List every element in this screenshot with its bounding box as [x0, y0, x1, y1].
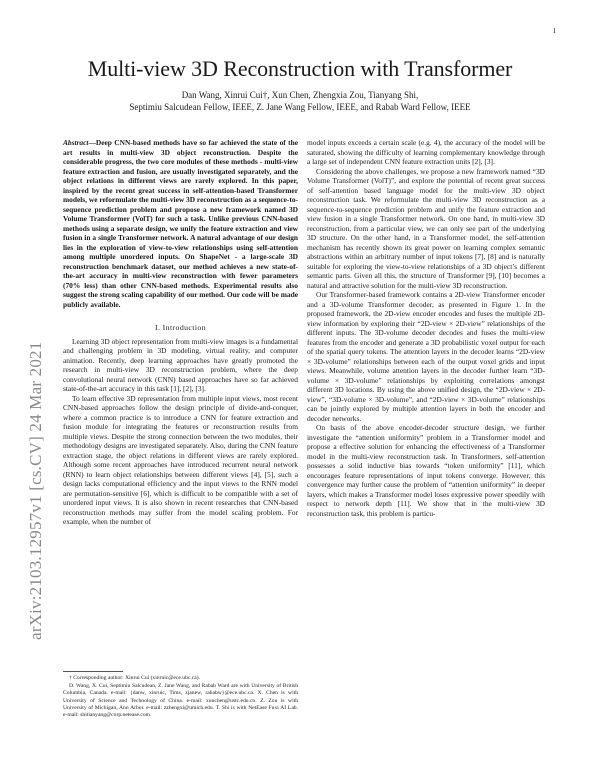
abstract-lead: Abstract [63, 138, 89, 147]
footnote: † Corresponding author: Xinrui Cui (xinruic@ece.ubc.ca). [69, 675, 200, 681]
abstract-text: —Deep CNN-based methods have so far achieved the state of the art results in multi-view 3D object reconstruction. Despite the considerable progress, the two core modules of these methods - multi-view feature extraction and fusion, are usually investigated separately, and the object relations in different views are rarely explored. In this paper, inspired by the recent great success in self-attention-based Transformer models, we reformulate the multi-view 3D reconstruction as a sequence-to-sequence prediction problem and propose a new framework named 3D Volume Transformer (VolT) for such a task. Unlike previous CNN-based methods using a separate design, we unify the feature extraction and view fusion in a single Transformer network. A natural advantage of our design lies in the exploration of view-to-view relationships using self-attention among multiple unordered inputs. On ShapeNet - a large-scale 3D reconstruction benchmark dataset, our method achieves a new state-of-the-art accuracy in multi-view reconstruction with fewer parameters (70% less) than other CNN-based methods. Experimental results also suggest the strong scaling capability of our method. Our code will be made publicly available. [63, 138, 298, 309]
left-column [63, 138, 298, 527]
section-heading-introduction: I. Introduction [154, 323, 207, 332]
body-paragraph: Considering the above challenges, we propose a new framework named “3D Volume Transformer (VolT)”, and explore the potential of recent great success of self-attention based language model for the multi-view 3D object reconstruction task. We reformulate the multi-view 3D reconstruction as a sequence-to-sequence prediction problem and unify the feature extraction and view fusion in a single Transformer network. On one hand, in multi-view 3D reconstruction, from a particular view, we can only see part of the underlying 3D structure. On the other hand, in a Transformer model, the self-attention mechanism has recently shown its great power on learning complex semantic abstractions within an arbitrary number of input tokens [7], [8] and is naturally suitable for exploring the view-to-view relationships of a 3D object’s different semantic parts. Given all this, the structure of Transformer [9], [10] becomes a natural and attractive solution for the multi-view 3D reconstruction. [307, 166, 545, 290]
right-column [307, 138, 545, 518]
body-paragraph: model inputs exceeds a certain scale (e.g. 4), the accuracy of the model will be saturated, showing the difficulty of learning complementary knowledge through a large set of independent CNN feature extraction units [2], [3]. [307, 138, 545, 166]
author-line-2: Septimiu Salcudean Fellow, IEEE, Z. Jane Wang Fellow, IEEE, and Rabab Ward Fellow, IEEE [129, 102, 471, 112]
intro-paragraph: To learn effective 3D representation from multiple input views, most recent CNN-based approaches follow the design principle of divide-and-conquer, where a common practice is to introduce a CNN for feature extraction and fusion module for integrating the features or reconstruction results from multiple views. Despite the strong connection between the two modules, their methodology designs are investigated separately. Also, during the CNN feature extraction stage, the object relations in different views are rarely explored. Although some recent approaches have introduced recurrent neural network (RNN) to learn object relationships between different views [4], [5], such a design lacks computational efficiency and the input views to the RNN model are permutation-sensitive [6], which is difficult to be compatible with a set of unordered input views. It is also shown in recent researches that CNN-based reconstruction methods may suffer from the model scaling problem. For example, when the number of [63, 393, 298, 526]
page-number: 1 [552, 27, 556, 35]
intro-paragraph: Learning 3D object representation from multi-view images is a fundamental and challenging problem in 3D modeling, virtual reality, and computer animation. Recently, deep learning approaches have greatly promoted the research in multi-view 3D reconstruction problem, where the deep convolutional neural network (CNN) based approaches have so far achieved state-of-the-art accuracy in this task [1], [2], [3]. [63, 336, 298, 393]
footnotes [63, 671, 298, 720]
abstract [63, 138, 298, 309]
arxiv-identifier: arXiv:2103.12957v1 [cs.CV] 24 Mar 2021 [26, 341, 45, 640]
footnote-divider [63, 671, 123, 672]
author-block [50, 89, 550, 113]
body-paragraph: Our Transformer-based framework contains a 2D-view Transformer encoder and a 3D-volume Transformer decoder, as presented in Figure 1. In the proposed framework, the 2D-view encoder encodes and fuses the multiple 2D-view information by exploring their “2D-view × 2D-view” relationships of the different inputs. The 3D-volume decoder decodes and fuses the multi-view features from the encoder and generate a 3D probabilistic voxel output for each of the spatial query tokens. The attention layers in the decoder learns “2D-view × 3D-volume” relationships between each of the output voxel grids and input views. Meanwhile, volume attention layers in the decoder further learn “3D-volume × 3D-volume” relationships by exploiting correlations amongst different 3D locations. By using the above unified design, the “2D-view × 2D-view”, “3D-volume × 3D-volume”, and “2D-view × 3D-volume” relationships can be jointly explored by multiple attention layers in both the encoder and decoder networks. [307, 290, 545, 423]
body-paragraph: On basis of the above encoder-decoder structure design, we further investigate the “attention uniformity” problem in a Transformer model and propose a effective solution for enhancing the effectiveness of a Transformer model in the multi-view reconstruction task. In Transformers, self-attention possesses a solid inductive bias towards “token uniformity” [11], which encourages feature representations of input tokens converge. However, this convergence may further cause the problem of “attention uniformity” in deeper layers, which makes a Transformer model loses expressive power speedily with respect to network depth [11]. We show that in the multi-view 3D reconstruction task, this problem is particu- [307, 423, 545, 518]
author-line-1: Dan Wang, Xinrui Cui†, Xun Chen, Zhengxia Zou, Tianyang Shi, [181, 90, 419, 100]
paper-title: Multi-view 3D Reconstruction with Transformer [87, 56, 513, 81]
footnote: D. Wang, X. Cui, Septimiu Salcudean, Z. Jane Wang, and Rabab Ward are with University of British Columbia, Canada. e-mail: {danw, xinruic, Tims, zjanew, rababw}@ece.ubc.ca. X. Chen is with University of Science and Technology of China. e-mail: xunchen@ustc.edu.cn. Z. Zou is with University of Michigan, Ann Arbor. e-mail: zzhengxi@umich.edu. T. Shi is with NetEase Fuxi AI Lab. e-mail: shitianyang@corp.netease.com. [63, 683, 298, 719]
